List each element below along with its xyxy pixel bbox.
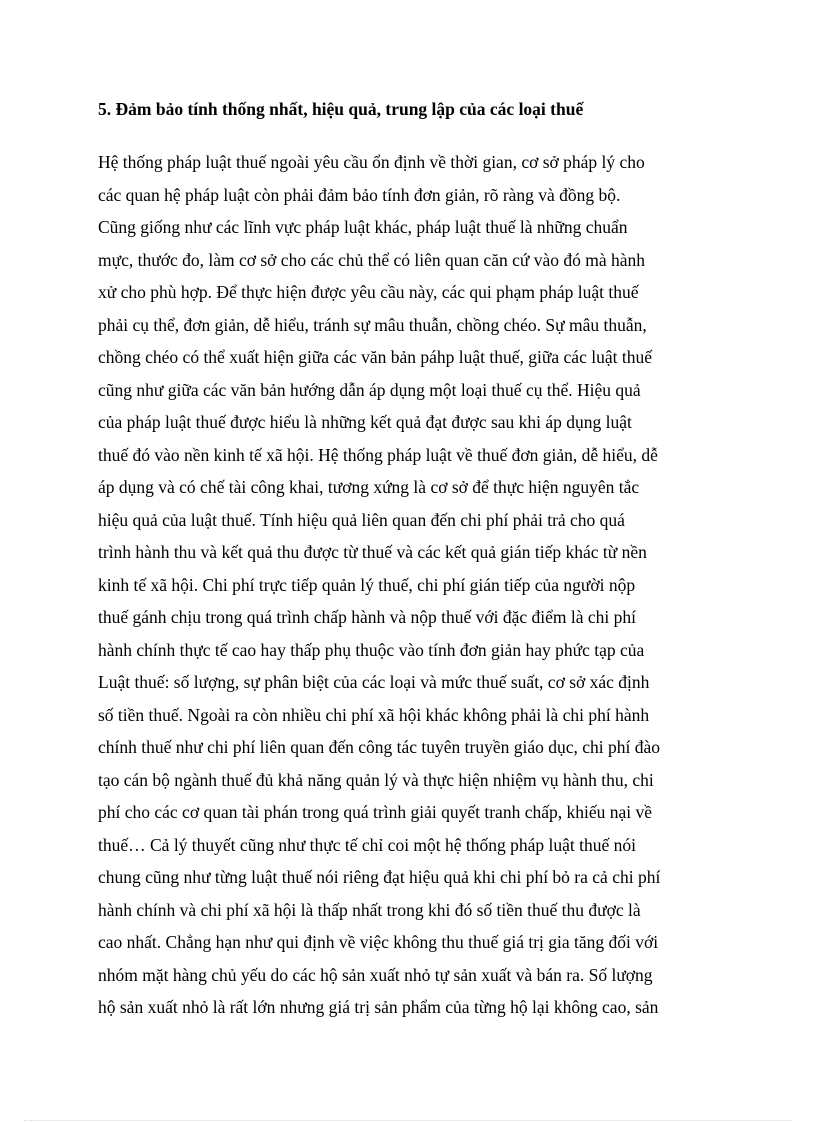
text-line: thuế gánh chịu trong quá trình chấp hành và nộp thuế với đặc điểm là chi phí — [98, 607, 636, 627]
page-bottom-divider — [24, 1120, 792, 1121]
text-line: xử cho phù hợp. Để thực hiện được yêu cầu này, các qui phạm pháp luật thuế — [98, 282, 639, 302]
text-line: hành chính và chi phí xã hội là thấp nhất trong khi đó số tiền thuế thu được là — [98, 899, 641, 920]
text-line: chung cũng như từng luật thuế nói riêng đạt hiệu quả khi chi phí bỏ ra cả chi phí — [98, 867, 661, 887]
text-line: hiệu quả của luật thuế. Tính hiệu quả liên quan đến chi phí phải trả cho quá — [98, 509, 625, 530]
text-line: kinh tế xã hội. Chi phí trực tiếp quản lý thuế, chi phí gián tiếp của người nộp — [98, 574, 636, 595]
text-line: tạo cán bộ ngành thuế đủ khả năng quản lý và thực hiện nhiệm vụ hành thu, chi — [98, 769, 654, 790]
text-line: chồng chéo có thể xuất hiện giữa các văn bản páhp luật thuế, giữa các luật thuế — [98, 347, 652, 367]
body-paragraph — [98, 146, 718, 1024]
text-line: Hệ thống pháp luật thuế ngoài yêu cầu ổn định về thời gian, cơ sở pháp lý cho — [98, 152, 645, 172]
text-line: trình hành thu và kết quả thu được từ thuế và các kết quả gián tiếp khác từ nền — [98, 542, 647, 562]
text-line: Cũng giống như các lĩnh vực pháp luật khác, pháp luật thuế là những chuẩn — [98, 217, 628, 237]
text-line: hành chính thực tế cao hay thấp phụ thuộc vào tính đơn giản hay phức tạp của — [98, 639, 645, 660]
text-line: phí cho các cơ quan tài phán trong quá trình giải quyết tranh chấp, khiếu nại về — [98, 802, 653, 822]
text-line: thuế… Cả lý thuyết cũng như thực tế chỉ coi một hệ thống pháp luật thuế nói — [98, 834, 637, 855]
text-line: áp dụng và có chế tài công khai, tương xứng là cơ sở để thực hiện nguyên tắc — [98, 477, 640, 497]
text-line: của pháp luật thuế được hiểu là những kết quả đạt được sau khi áp dụng luật — [98, 412, 632, 432]
text-line: cao nhất. Chẳng hạn như qui định về việc không thu thuế giá trị gia tăng đối với — [98, 932, 659, 952]
section-heading: 5. Đảm bảo tính thống nhất, hiệu quả, trung lập của các loại thuế — [98, 99, 584, 119]
text-line: mực, thước đo, làm cơ sở cho các chủ thể có liên quan căn cứ vào đó mà hành — [98, 249, 646, 270]
text-line: cũng như giữa các văn bản hướng dẫn áp dụng một loại thuế cụ thể. Hiệu quả — [98, 379, 641, 400]
text-line: các quan hệ pháp luật còn phải đảm bảo tính đơn giản, rõ ràng và đồng bộ. — [98, 184, 621, 205]
text-line: chính thuế như chi phí liên quan đến công tác tuyên truyền giáo dục, chi phí đào — [98, 737, 661, 757]
text-line: Luật thuế: số lượng, sự phân biệt của các loại và mức thuế suất, cơ sở xác định — [98, 672, 650, 692]
text-line: thuế đó vào nền kinh tế xã hội. Hệ thống pháp luật về thuế đơn giản, dễ hiểu, dễ — [98, 444, 658, 465]
text-line: hộ sản xuất nhỏ là rất lớn nhưng giá trị sản phẩm của từng hộ lại không cao, sản — [98, 997, 659, 1017]
text-line: nhóm mặt hàng chủ yếu do các hộ sản xuất nhỏ tự sản xuất và bán ra. Số lượng — [98, 964, 653, 985]
text-line: phải cụ thể, đơn giản, dễ hiểu, tránh sự mâu thuẫn, chồng chéo. Sự mâu thuẫn, — [98, 314, 647, 335]
text-line: số tiền thuế. Ngoài ra còn nhiều chi phí xã hội khác không phải là chi phí hành — [98, 704, 650, 725]
